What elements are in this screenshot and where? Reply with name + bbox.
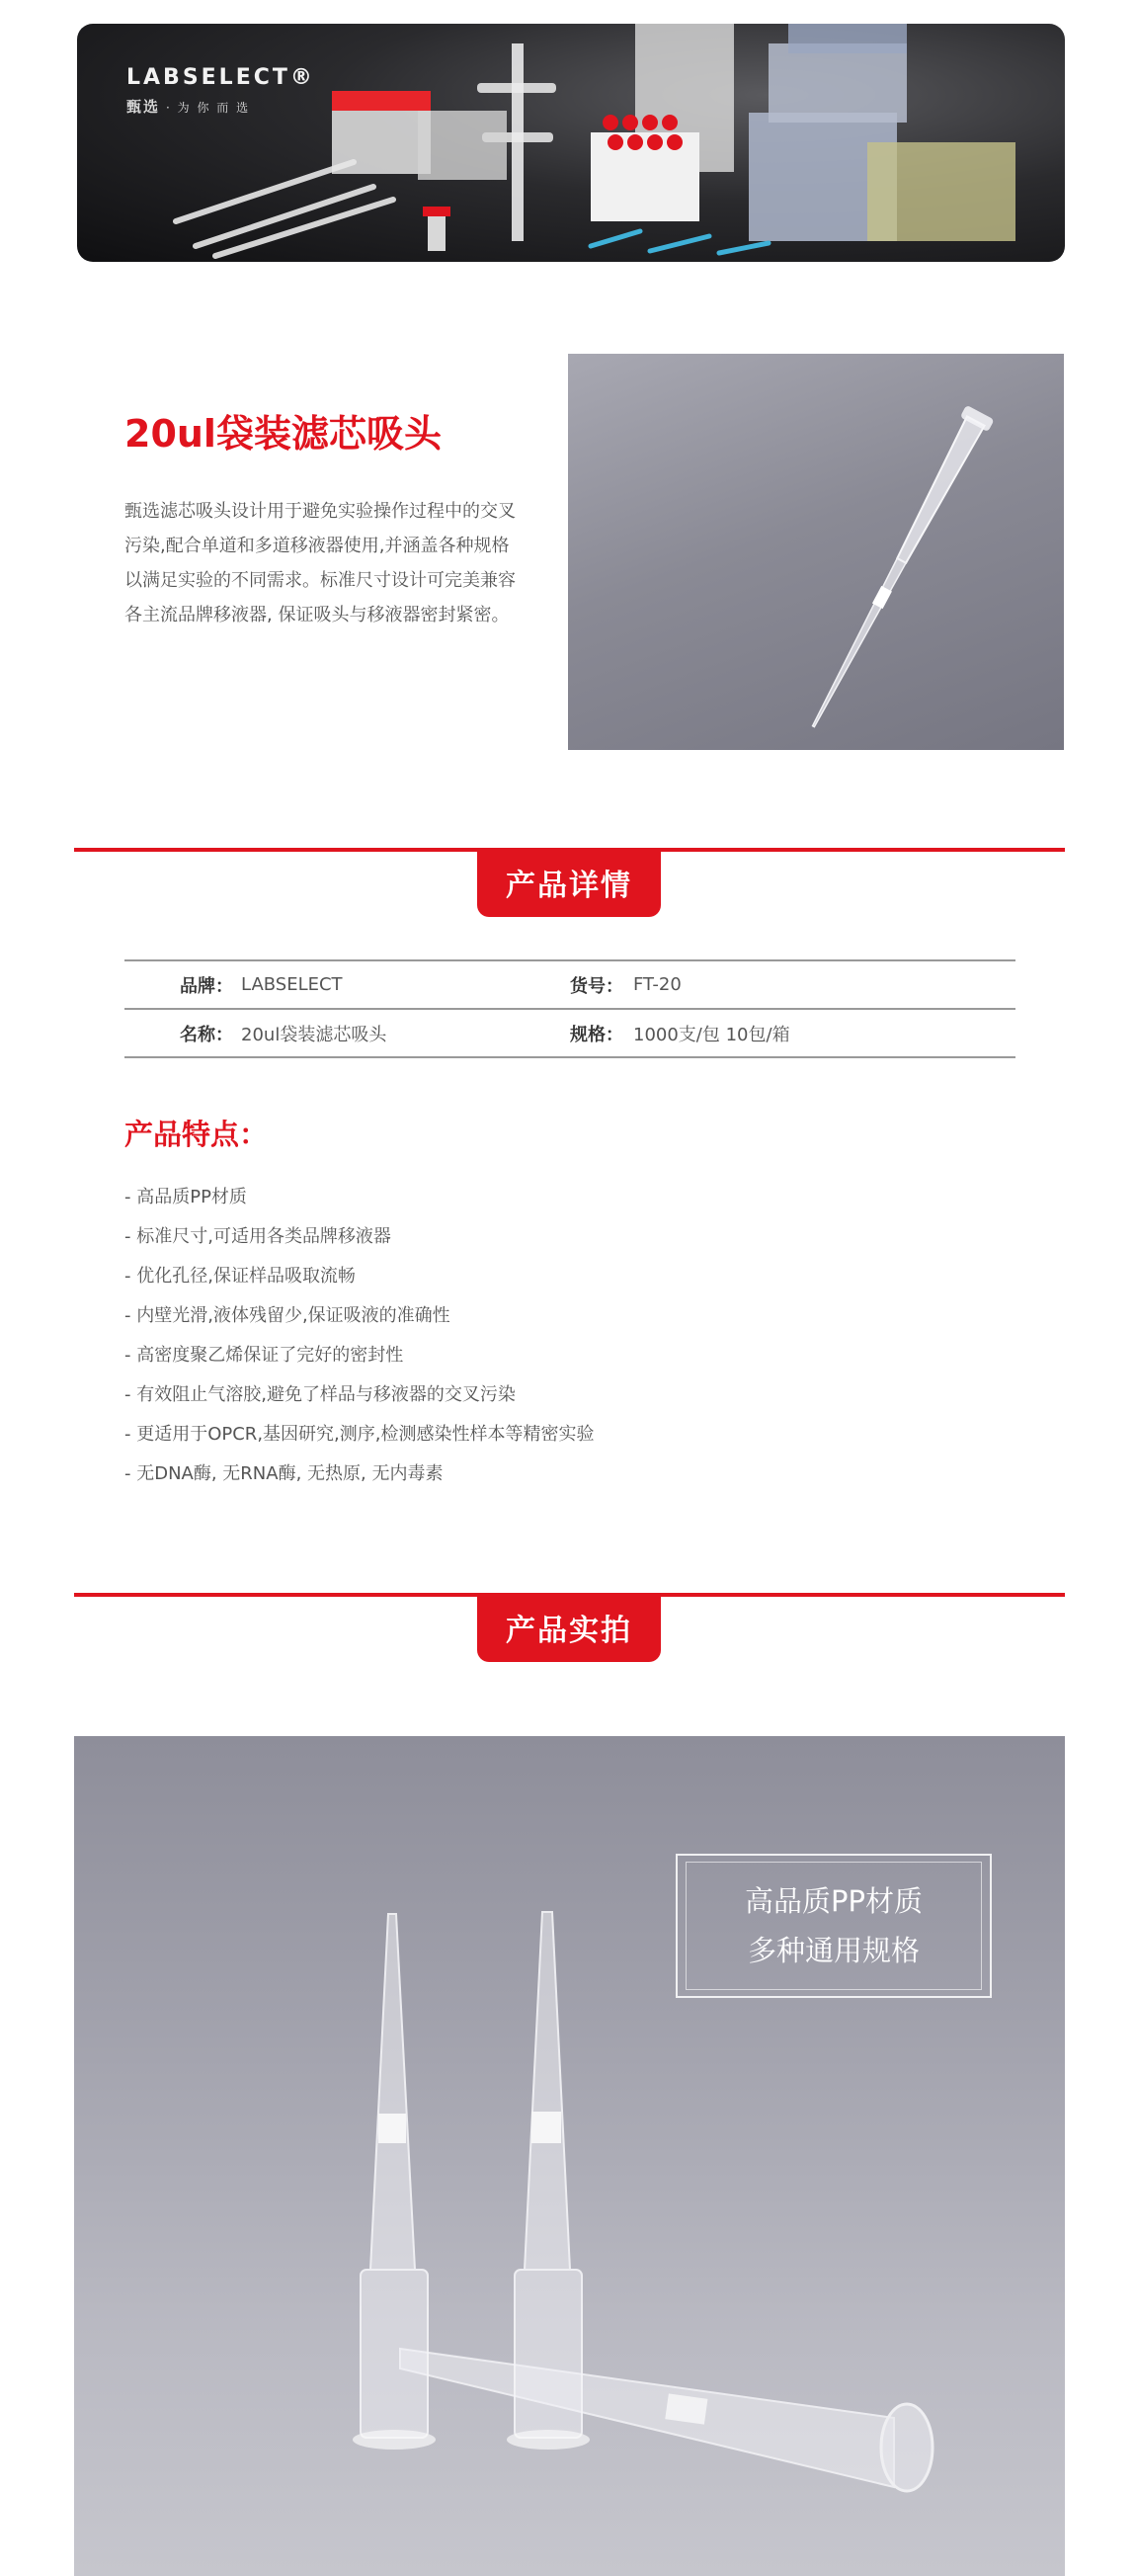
logo-chinese-name: 甄选: [126, 98, 161, 116]
spec-key-name: 名称：: [180, 1024, 233, 1045]
spec-value-name: 20ul袋装滤芯吸头: [241, 1024, 387, 1045]
section-tab-details: 产品详情: [477, 848, 661, 917]
feature-item: - 高密度聚乙烯保证了完好的密封性: [124, 1345, 404, 1366]
spec-table: [124, 959, 1015, 1058]
product-title: 20ul袋装滤芯吸头: [124, 412, 442, 456]
banner-products-illustration: [77, 24, 1065, 262]
section-tab-photos: 产品实拍: [477, 1593, 661, 1662]
feature-overlay-text: [686, 1862, 982, 1990]
features-list: [124, 1178, 594, 1494]
logo-tagline: · 为 你 而 选: [166, 101, 251, 115]
product-description: 甄选滤芯吸头设计用于避免实验操作过程中的交叉污染,配合单道和多道移液器使用,并涵盖各种规格以满足实验的不同需求。标准尺寸设计可完美兼容各主流品牌移液器, 保证吸头与移液器密封紧密。: [124, 501, 516, 625]
feature-item: - 高品质PP材质: [124, 1187, 247, 1207]
feature-item: - 有效阻止气溶胶,避免了样品与移液器的交叉污染: [124, 1384, 516, 1405]
spec-row: [124, 961, 1015, 1010]
overlay-line-spec: 多种通用规格: [747, 1934, 920, 1967]
pipette-tip-illustration: [568, 354, 1064, 750]
product-photo: [568, 354, 1064, 750]
feature-item: - 更适用于OPCR,基因研究,测序,检测感染性样本等精密实验: [124, 1424, 595, 1445]
logo-wordmark: LABSELECT®: [126, 65, 315, 90]
product-real-photo: [74, 1736, 1065, 2576]
brand-logo: [126, 65, 315, 117]
spec-key-brand: 品牌：: [180, 975, 233, 997]
spec-key-sku: 货号：: [570, 975, 623, 997]
spec-row: [124, 1010, 1015, 1058]
feature-overlay-box: [676, 1854, 992, 1998]
spec-value-brand: LABSELECT: [241, 974, 343, 995]
overlay-line-material: 高品质PP材质: [745, 1884, 923, 1918]
logo-slogan: [126, 96, 315, 117]
feature-item: - 无DNA酶, 无RNA酶, 无热原, 无内毒素: [124, 1463, 444, 1484]
spec-value-sku: FT-20: [633, 974, 682, 995]
feature-item: - 标准尺寸,可适用各类品牌移液器: [124, 1226, 391, 1247]
feature-item: - 内壁光滑,液体残留少,保证吸液的准确性: [124, 1305, 450, 1326]
spec-key-size: 规格：: [570, 1024, 623, 1045]
hero-banner: [77, 24, 1065, 262]
spec-value-size: 1000支/包 10包/箱: [633, 1024, 790, 1045]
feature-item: - 优化孔径,保证样品吸取流畅: [124, 1266, 356, 1287]
features-title: 产品特点：: [124, 1118, 269, 1151]
